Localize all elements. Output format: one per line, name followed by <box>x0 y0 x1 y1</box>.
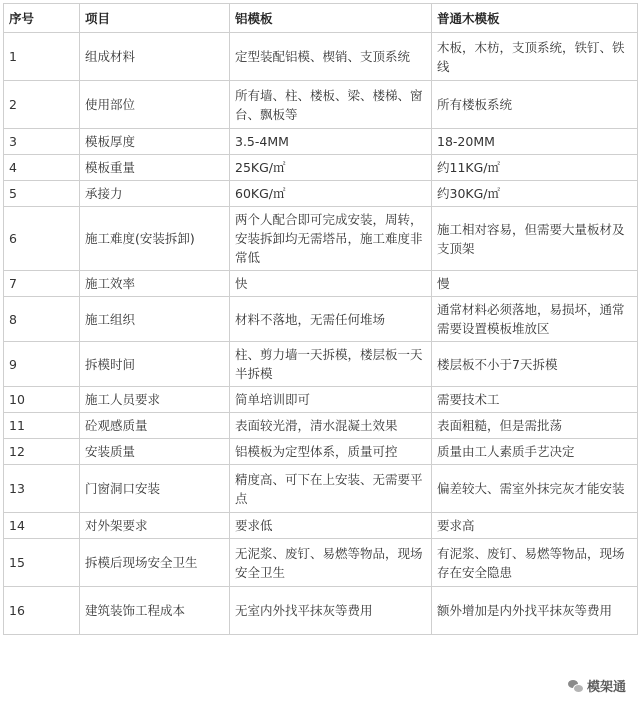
cell-wood: 约11KG/㎡ <box>432 155 638 181</box>
cell-wood: 所有楼板系统 <box>432 81 638 129</box>
cell-aluminum: 要求低 <box>230 513 432 539</box>
cell-no: 4 <box>4 155 80 181</box>
header-item: 项目 <box>80 4 230 33</box>
table-row <box>4 587 638 635</box>
table-row <box>4 181 638 207</box>
cell-no: 14 <box>4 513 80 539</box>
cell-no: 13 <box>4 465 80 513</box>
cell-item: 模板重量 <box>80 155 230 181</box>
cell-item: 使用部位 <box>80 81 230 129</box>
cell-no: 10 <box>4 387 80 413</box>
cell-no: 5 <box>4 181 80 207</box>
cell-wood: 偏差较大、需室外抹完灰才能安装 <box>432 465 638 513</box>
cell-wood: 木板，木枋，支顶系统，铁钉、铁线 <box>432 33 638 81</box>
cell-wood: 额外增加是内外找平抹灰等费用 <box>432 587 638 635</box>
cell-item: 砼观感质量 <box>80 413 230 439</box>
table-row <box>4 539 638 587</box>
cell-item: 拆模后现场安全卫生 <box>80 539 230 587</box>
table-row <box>4 129 638 155</box>
cell-aluminum: 无室内外找平抹灰等费用 <box>230 587 432 635</box>
table-row <box>4 297 638 342</box>
header-wood: 普通木模板 <box>432 4 638 33</box>
cell-wood: 表面粗糙，但是需批荡 <box>432 413 638 439</box>
cell-aluminum: 无泥浆、废钉、易燃等物品，现场安全卫生 <box>230 539 432 587</box>
table-row <box>4 513 638 539</box>
cell-aluminum: 定型装配铝模、楔销、支顶系统 <box>230 33 432 81</box>
table-header-row <box>4 4 638 33</box>
cell-aluminum: 材料不落地，无需任何堆场 <box>230 297 432 342</box>
cell-wood: 通常材料必须落地，易损坏，通常需要设置模板堆放区 <box>432 297 638 342</box>
cell-no: 6 <box>4 207 80 271</box>
cell-item: 安装质量 <box>80 439 230 465</box>
table-row <box>4 33 638 81</box>
cell-item: 施工效率 <box>80 271 230 297</box>
cell-item: 门窗洞口安装 <box>80 465 230 513</box>
table-row <box>4 155 638 181</box>
cell-no: 15 <box>4 539 80 587</box>
watermark-text: 模架通 <box>586 680 626 695</box>
cell-no: 9 <box>4 342 80 387</box>
table-row <box>4 342 638 387</box>
cell-item: 模板厚度 <box>80 129 230 155</box>
cell-aluminum: 铝模板为定型体系，质量可控 <box>230 439 432 465</box>
cell-no: 16 <box>4 587 80 635</box>
wechat-icon <box>568 679 583 692</box>
cell-wood: 要求高 <box>432 513 638 539</box>
table-body <box>4 33 638 635</box>
cell-item: 拆模时间 <box>80 342 230 387</box>
comparison-table <box>3 3 638 635</box>
cell-aluminum: 快 <box>230 271 432 297</box>
cell-wood: 约30KG/㎡ <box>432 181 638 207</box>
cell-wood: 慢 <box>432 271 638 297</box>
table-row <box>4 465 638 513</box>
cell-no: 8 <box>4 297 80 342</box>
cell-wood: 楼层板不小于7天拆模 <box>432 342 638 387</box>
header-aluminum: 铝模板 <box>230 4 432 33</box>
cell-wood: 施工相对容易，但需要大量板材及支顶架 <box>432 207 638 271</box>
cell-aluminum: 柱、剪力墙一天拆模，楼层板一天半拆模 <box>230 342 432 387</box>
table-row <box>4 207 638 271</box>
cell-wood: 有泥浆、废钉、易燃等物品，现场存在安全隐患 <box>432 539 638 587</box>
cell-aluminum: 3.5-4MM <box>230 129 432 155</box>
cell-aluminum: 两个人配合即可完成安装，周转，安装拆卸均无需塔吊，施工难度非常低 <box>230 207 432 271</box>
cell-no: 11 <box>4 413 80 439</box>
cell-aluminum: 精度高、可下在上安装、无需要平点 <box>230 465 432 513</box>
table-row <box>4 271 638 297</box>
cell-item: 承接力 <box>80 181 230 207</box>
table-row <box>4 413 638 439</box>
cell-aluminum: 60KG/㎡ <box>230 181 432 207</box>
watermark <box>564 675 630 696</box>
cell-no: 12 <box>4 439 80 465</box>
cell-wood: 需要技术工 <box>432 387 638 413</box>
cell-wood: 质量由工人素质手艺决定 <box>432 439 638 465</box>
header-no: 序号 <box>4 4 80 33</box>
cell-aluminum: 25KG/㎡ <box>230 155 432 181</box>
cell-no: 3 <box>4 129 80 155</box>
cell-item: 组成材料 <box>80 33 230 81</box>
table-row <box>4 439 638 465</box>
cell-aluminum: 表面较光滑，清水混凝土效果 <box>230 413 432 439</box>
table-row <box>4 387 638 413</box>
cell-no: 7 <box>4 271 80 297</box>
cell-item: 施工组织 <box>80 297 230 342</box>
table-row <box>4 81 638 129</box>
cell-item: 施工人员要求 <box>80 387 230 413</box>
cell-item: 对外架要求 <box>80 513 230 539</box>
cell-aluminum: 所有墙、柱、楼板、梁、楼梯、窗台、飘板等 <box>230 81 432 129</box>
cell-aluminum: 简单培训即可 <box>230 387 432 413</box>
cell-no: 1 <box>4 33 80 81</box>
cell-wood: 18-20MM <box>432 129 638 155</box>
cell-no: 2 <box>4 81 80 129</box>
cell-item: 建筑装饰工程成本 <box>80 587 230 635</box>
cell-item: 施工难度(安装拆卸) <box>80 207 230 271</box>
